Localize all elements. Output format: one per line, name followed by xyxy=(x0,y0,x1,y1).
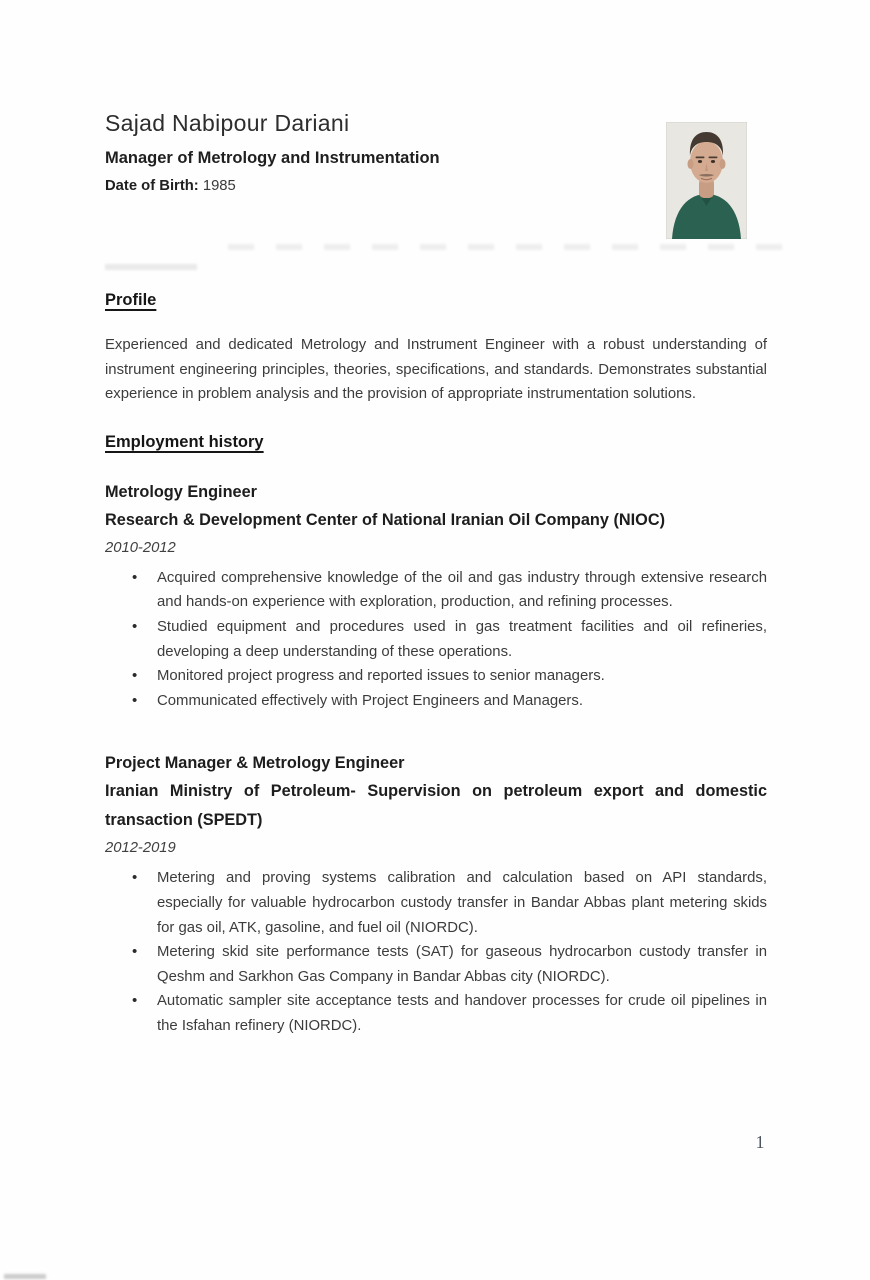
job-bullet: • Acquired comprehensive knowledge of the oil and gas industry through extensive research and hands-on experience with exploration, production, and refining processes. xyxy=(105,566,767,615)
job-period: 2012-2019 xyxy=(105,840,176,857)
date-of-birth-label: Date of Birth: xyxy=(105,178,199,194)
document-content xyxy=(105,0,767,1039)
page-number: 1 xyxy=(755,1132,765,1152)
job-organization: Research & Development Center of National Iranian Oil Company (NIOC) xyxy=(105,510,666,529)
job-organization: Iranian Ministry of Petroleum- Supervision on petroleum export and domestic transaction (SPEDT) xyxy=(105,782,767,830)
job-role: Metrology Engineer xyxy=(105,482,257,501)
profile-paragraph: Experienced and dedicated Metrology and Instrument Engineer with a robust understanding of instrument engineering principles, theories, specifications, and standards. Demonstrates substantial experience in problem analysis and the provision of appropriate instrumentation solutions. xyxy=(105,337,767,403)
scan-artifact-corner-mark xyxy=(4,1274,46,1279)
person-name: Sajad Nabipour Dariani xyxy=(105,110,350,136)
job-bullet: • Communicated effectively with Project Engineers and Managers. xyxy=(105,689,767,714)
job-role: Project Manager & Metrology Engineer xyxy=(105,754,405,773)
date-of-birth-line xyxy=(105,176,767,196)
person-job-title: Manager of Metrology and Instrumentation xyxy=(105,149,440,167)
job-bullet: • Studied equipment and procedures used in gas treatment facilities and oil refineries, developing a deep understanding of these operations. xyxy=(105,615,767,664)
job-bullet-list xyxy=(105,566,767,714)
employment-history-heading: Employment history xyxy=(105,432,264,451)
date-of-birth-value: 1985 xyxy=(202,178,236,194)
job-bullet-list xyxy=(105,866,767,1038)
job-bullet: • Automatic sampler site acceptance tests and handover processes for crude oil pipelines in the Isfahan refinery (NIORDC). xyxy=(105,989,767,1038)
job-period: 2010-2012 xyxy=(105,539,176,556)
job-entry-project-manager xyxy=(105,749,767,1038)
job-bullet: • Metering skid site performance tests (SAT) for gaseous hydrocarbon custody transfer in Qeshm and Sarkhon Gas Company in Bandar Abbas city (NIORDC). xyxy=(105,940,767,989)
job-bullet: • Monitored project progress and reported issues to senior managers. xyxy=(105,664,767,689)
profile-heading: Profile xyxy=(105,291,157,309)
job-bullet: • Metering and proving systems calibration and calculation based on API standards, especially for valuable hydrocarbon custody transfer in Bandar Abbas plant metering skids for gas oil, ATK, gasoline, and fuel oil (NIORDC). xyxy=(105,866,767,940)
job-entry-metrology-engineer xyxy=(105,478,767,714)
